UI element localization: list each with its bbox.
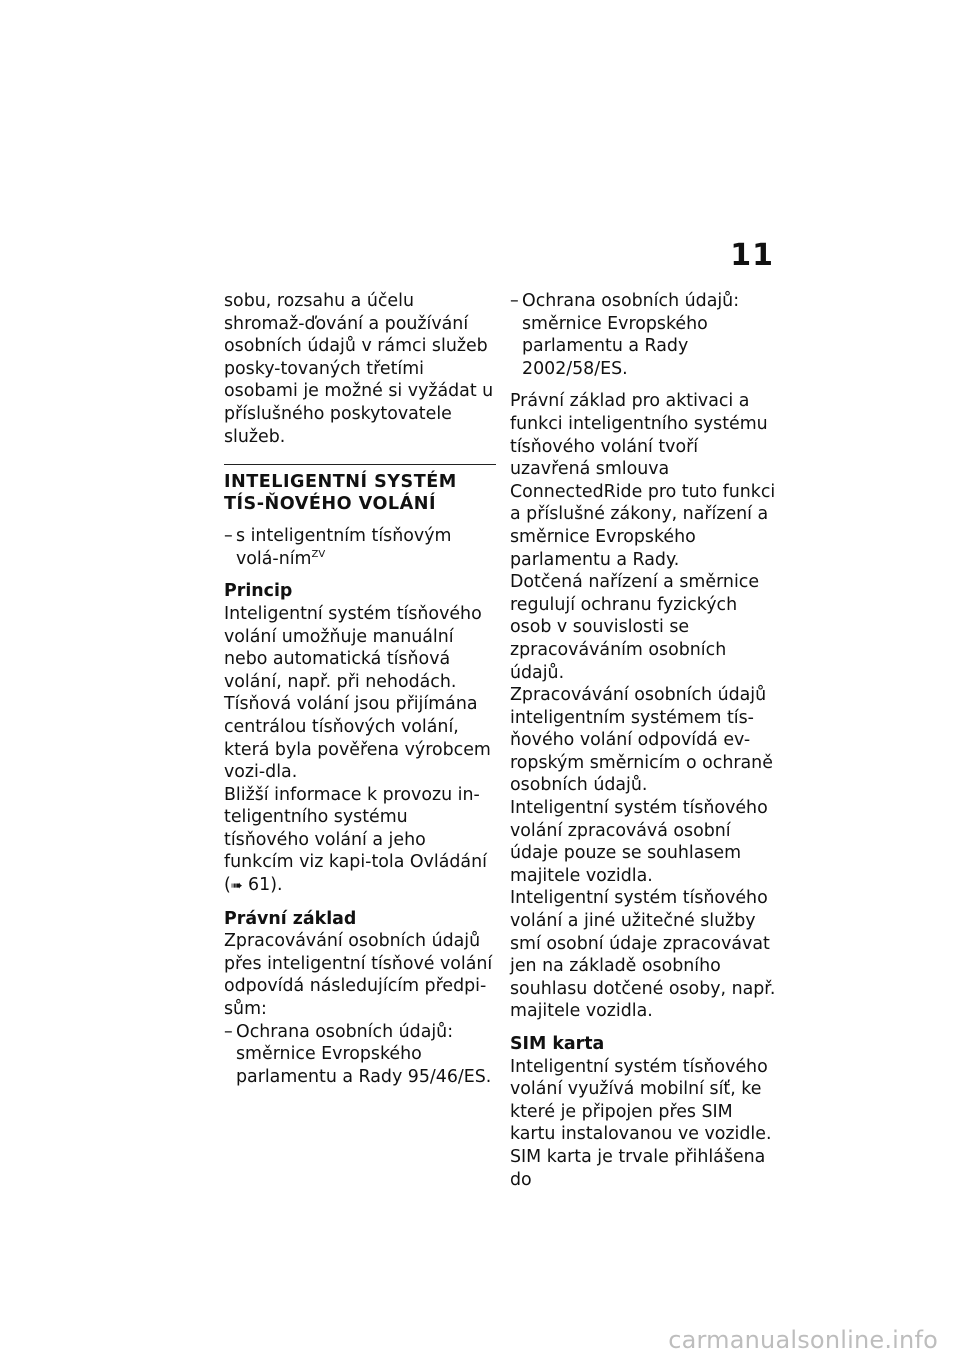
section-divider [224,464,496,515]
legal-list-item-2-text: Ochrana osobních údajů: směrnice Evropského parlamentu a Rady 2002/58/ES. [522,291,740,379]
sim-paragraph-1: Inteligentní systém tísňového volání využívá mobilní síť, ke které je připojen přes SIM kartu instalovanou ve vozidle. SIM karta je trvale přihlášena do [510,1056,772,1190]
legal-list-item-1 [224,1021,496,1089]
legal-paragraph-4: Zpracovávání osobních údajů inteligentním systémem tís-ňového volání odpovídá ev-ropským směrnicím o ochraně osobních údajů. [510,685,773,796]
principle-paragraph-2: Tísňová volání jsou přijímána centrálou tísňových volání, která byla pověřena výrobcem vozi-dla. [224,694,491,783]
sim-heading: SIM karta [510,1034,605,1054]
equipment-code: ZV [311,548,326,560]
dash-bullet: – [224,1021,233,1042]
equipment-note [224,525,496,570]
section-title: INTELIGENTNÍ SYSTÉM TÍS-ŇOVÉHO VOLÁNÍ [224,472,457,515]
page-number: 11 [730,238,774,273]
page-reference[interactable]: 61). [242,875,283,896]
dash-bullet: – [510,291,519,311]
principle-p3-text: Bližší informace k provozu in-teligentního systému tísňového volání a jeho funkcím viz kapi-tola Ovládání ( [224,784,487,896]
principle-heading: Princip [224,581,293,602]
principle-paragraph-3 [224,784,496,898]
legal-paragraph-2: Právní základ pro aktivaci a funkci inteligentního systému tísňového volání tvoří uzavřená smlouva ConnectedRide pro tuto funkci a příslušné zákony, nařízení a směrnice Evropského parlamentu a Rady. [510,391,776,570]
left-column [224,290,496,1088]
legal-paragraph-1: Zpracovávání osobních údajů přes inteligentní tísňové volání odpovídá následujícím předpi-sům: [224,931,493,1020]
legal-list-item-2 [510,290,782,380]
legal-paragraph-5: Inteligentní systém tísňového volání zpracovává osobní údaje pouze se souhlasem majitele vozidla. [510,798,768,886]
legal-paragraph-3: Dotčená nařízení a směrnice regulují ochranu fyzických osob v souvislosti se zpracováváním osobních údajů. [510,572,760,683]
watermark-url: carmanualsonline.info [668,1326,938,1354]
dash-bullet: – [224,526,233,547]
equipment-text: s inteligentním tísňovým volá-ním [236,526,452,569]
legal-list-item-1-text: Ochrana osobních údajů: směrnice Evropského parlamentu a Rady 95/46/ES. [236,1021,492,1087]
legal-heading: Právní základ [224,908,357,929]
page-reference-arrow-icon: ➠ [230,878,243,895]
right-column [510,290,782,1191]
intro-paragraph: sobu, rozsahu a účelu shromaž-ďování a používání osobních údajů v rámci služeb posky-tovaných třetími osobami je možné si vyžádat u příslušného poskytovatele služeb. [224,291,494,447]
legal-paragraph-6: Inteligentní systém tísňového volání a jiné užitečné služby smí osobní údaje zpracovávat jen na základě osobního souhlasu dotčené osoby, např. majitele vozidla. [510,888,776,1022]
principle-paragraph-1: Inteligentní systém tísňového volání umožňuje manuální nebo automatická tísňová volání, např. při nehodách. [224,603,482,692]
